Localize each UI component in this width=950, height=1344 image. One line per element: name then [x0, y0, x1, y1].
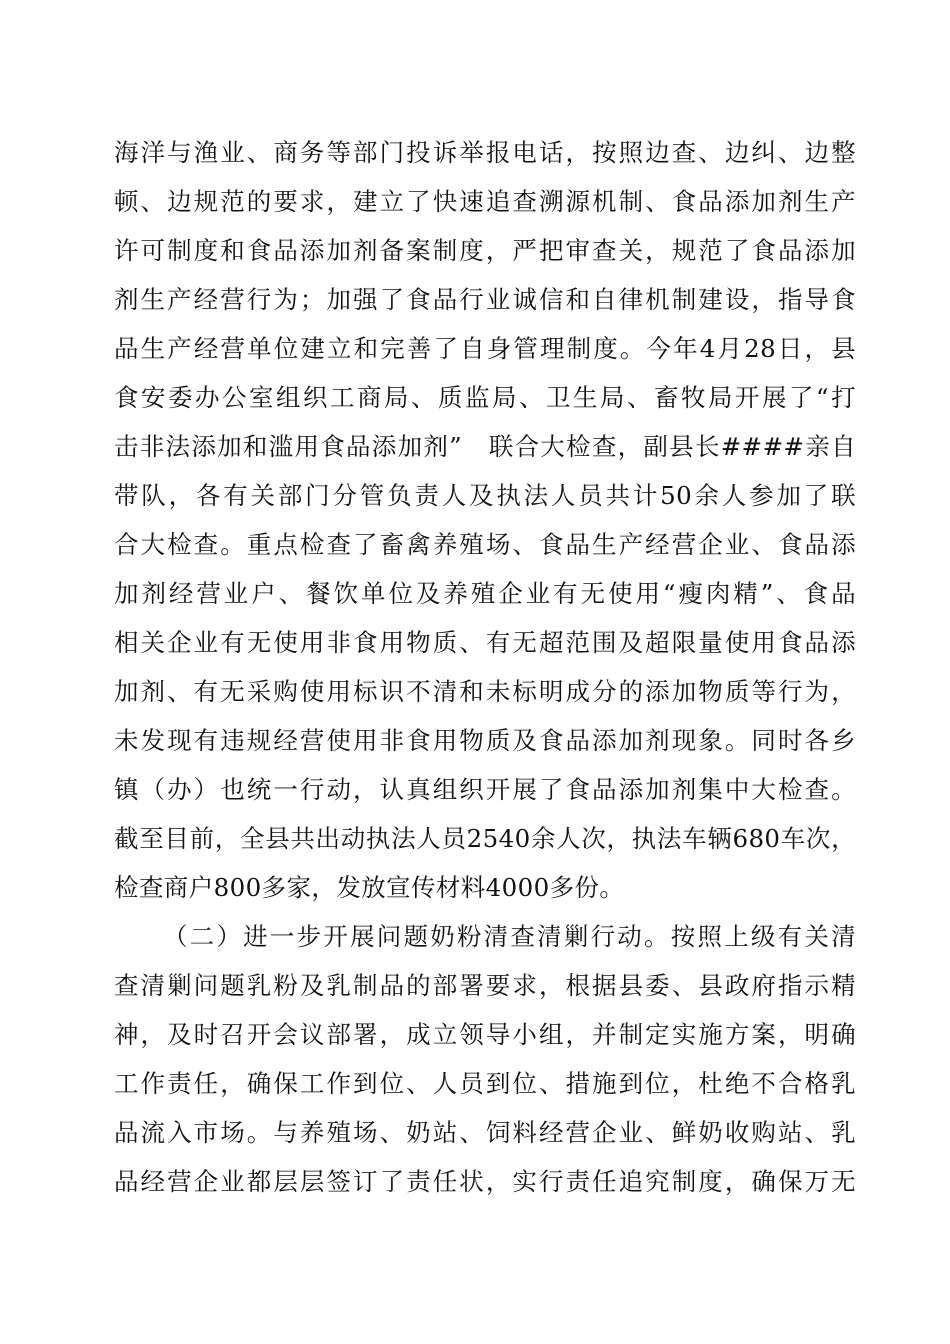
text-line: 检查商户800多家，发放宣传材料4000多份。 — [114, 873, 625, 902]
text-line: 顿、边规范的要求，建立了快速追查溯源机制、食品添加剂生产 — [114, 187, 856, 216]
text-line: 截至目前，全县共出动执法人员2540余人次，执法车辆680车次， — [114, 824, 856, 853]
text-line: 神，及时召开会议部署，成立领导小组，并制定实施方案，明确 — [114, 1020, 856, 1049]
text-line: 未发现有违规经营使用非食用物质及食品添加剂现象。同时各乡 — [114, 726, 856, 755]
text-line: 合大检查。重点检查了畜禽养殖场、食品生产经营企业、食品添 — [114, 530, 856, 559]
text-line: 查清剿问题乳粉及乳制品的部署要求，根据县委、县政府指示精 — [114, 971, 856, 1000]
text-line: 许可制度和食品添加剂备案制度，严把审查关，规范了食品添加 — [114, 236, 856, 265]
text-line: 工作责任，确保工作到位、人员到位、措施到位，杜绝不合格乳 — [114, 1069, 856, 1098]
text-line: 剂生产经营行为；加强了食品行业诚信和自律机制建设，指导食 — [114, 285, 856, 314]
text-line: 海洋与渔业、商务等部门投诉举报电话，按照边查、边纠、边整 — [114, 138, 856, 167]
text-line: 带队，各有关部门分管负责人及执法人员共计50余人参加了联 — [114, 481, 856, 510]
text-line: 品生产经营单位建立和完善了自身管理制度。今年4月28日，县 — [114, 334, 856, 363]
text-line: 品流入市场。与养殖场、奶站、饲料经营企业、鲜奶收购站、乳 — [114, 1118, 856, 1147]
text-line: 相关企业有无使用非食用物质、有无超范围及超限量使用食品添 — [114, 628, 856, 657]
text-line: 品经营企业都层层签订了责任状，实行责任追究制度，确保万无 — [114, 1167, 856, 1196]
text-line: 食安委办公室组织工商局、质监局、卫生局、畜牧局开展了“打 — [114, 383, 856, 412]
text-line: 击非法添加和滥用食品添加剂” 联合大检查，副县长####亲自 — [114, 432, 856, 461]
text-line: 加剂经营业户、餐饮单位及养殖企业有无使用“瘦肉精”、食品 — [114, 579, 856, 608]
section-heading-line: （二）进一步开展问题奶粉清查清剿行动。按照上级有关清 — [163, 922, 856, 951]
text-line: 镇（办）也统一行动，认真组织开展了食品添加剂集中大检查。 — [114, 775, 856, 804]
text-line: 加剂、有无采购使用标识不清和未标明成分的添加物质等行为， — [114, 677, 856, 706]
